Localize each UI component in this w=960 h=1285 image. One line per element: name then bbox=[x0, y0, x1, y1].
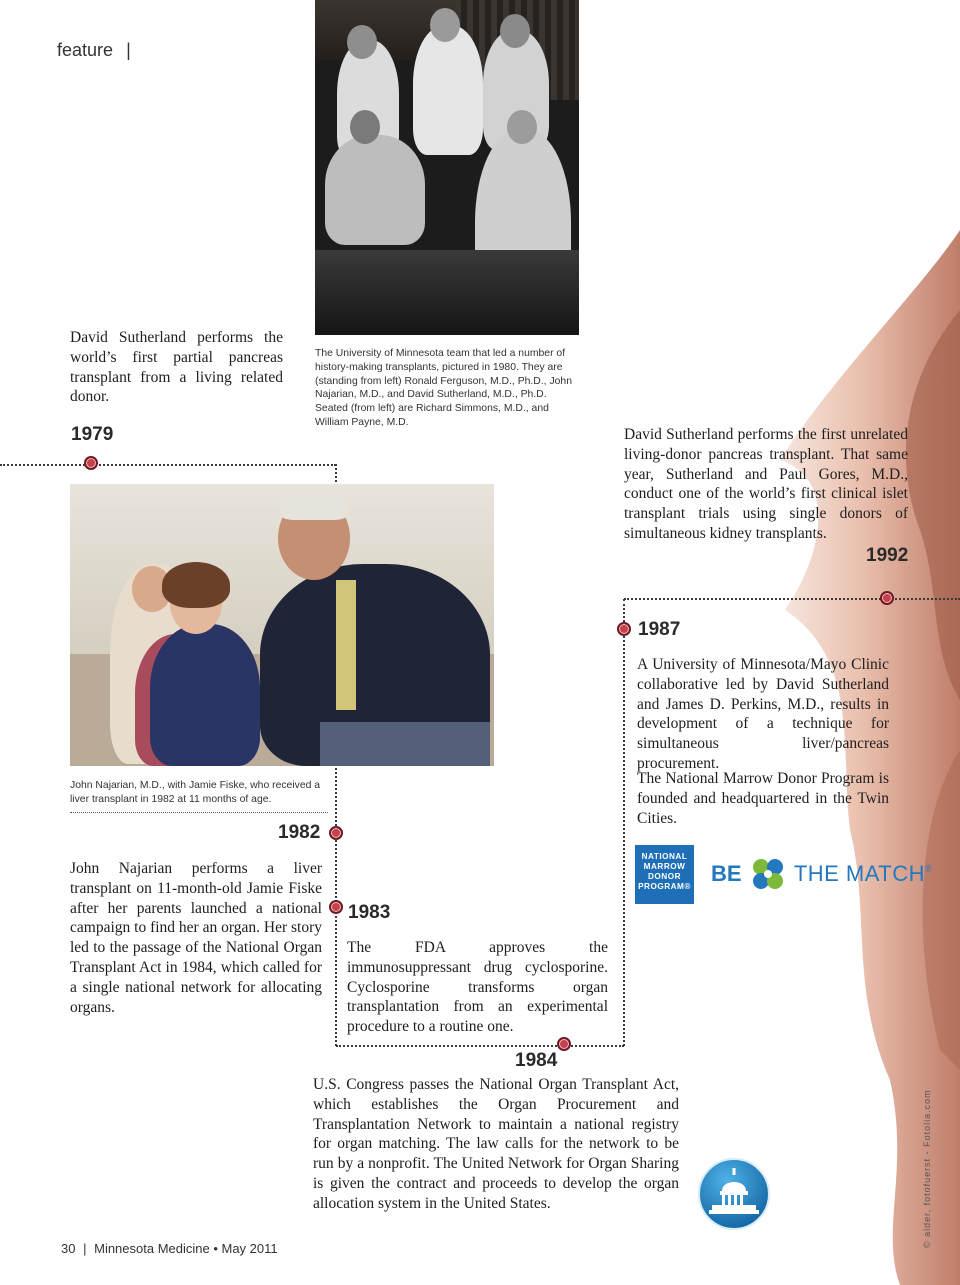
najarian-fiske-photo bbox=[70, 484, 494, 766]
timeline-dot-1987 bbox=[617, 622, 631, 636]
year-1984: 1984 bbox=[515, 1050, 558, 1071]
capitol-building-icon bbox=[697, 1157, 771, 1231]
team-photo-1980 bbox=[315, 0, 579, 335]
year-1982: 1982 bbox=[278, 822, 321, 843]
nmdp-word-4: PROGRAM® bbox=[638, 882, 691, 891]
timeline-line-1992 bbox=[624, 598, 960, 600]
nmdp-logo bbox=[635, 845, 694, 904]
page-footer bbox=[61, 1241, 278, 1256]
event-1992-text: David Sutherland performs the first unrelated living-donor pancreas transplant. That same year, Sutherland and Paul Gores, M.D., conduct one of the world’s first clinical islet transplant trials using single donors of simultaneous kidney transplants. bbox=[624, 426, 908, 542]
section-header bbox=[57, 40, 131, 61]
section-label: feature bbox=[57, 40, 114, 60]
year-1983: 1983 bbox=[348, 902, 391, 923]
event-1982-text: John Najarian performs a liver transplant on 11-month-old Jamie Fiske after her parents launched a national campaign to find her an organ. Her story led to the passage of the National Organ Transplant Act in 1984, which called for a single national network for allocating organs. bbox=[70, 860, 322, 1016]
be-the-match-clover-icon bbox=[750, 856, 786, 892]
timeline-dot-1984 bbox=[557, 1037, 571, 1051]
header-separator: | bbox=[126, 40, 131, 60]
event-1984-text: U.S. Congress passes the National Organ Transplant Act, which establishes the Organ Procurement and Transplantation Network to maintain a national registry for organ matching. The law calls for the network to be run by a nonprofit. The United Network for Organ Sharing is given the contract and proceeds to develop the organ allocation system in the United States. bbox=[313, 1076, 679, 1212]
year-1987: 1987 bbox=[638, 619, 681, 640]
event-1987-text-a: A University of Minnesota/Mayo Clinic collaborative led by David Sutherland and James D. Perkins, M.D., results in development of a technique for simultaneous liver/pancreas procurement. bbox=[637, 656, 889, 772]
publication-name: Minnesota Medicine • May 2011 bbox=[94, 1241, 278, 1256]
photo-credit: © alder, fotofuerst - Fotolia.com bbox=[922, 1089, 932, 1248]
timeline-dot-1992 bbox=[880, 591, 894, 605]
nmdp-word-1: NATIONAL bbox=[641, 852, 688, 861]
year-1992: 1992 bbox=[866, 545, 909, 566]
be-the-match-logo bbox=[711, 856, 932, 892]
timeline-dot-1983 bbox=[329, 900, 343, 914]
nmdp-word-3: DONOR bbox=[648, 872, 681, 881]
event-1987-text-b: The National Marrow Donor Program is founded and headquartered in the Twin Cities. bbox=[637, 770, 889, 827]
timeline-line-1984 bbox=[336, 1045, 624, 1047]
nmdp-word-2: MARROW bbox=[643, 862, 686, 871]
footer-separator: | bbox=[83, 1241, 87, 1256]
timeline-line-1979 bbox=[0, 464, 336, 466]
team-photo-caption: The University of Minnesota team that led a number of history-making transplants, pictured in 1980. They are (standing from left) Ronald Ferguson, M.D., Ph.D., John Najarian, M.D., and David Sutherland, M.D., Ph.D. Seated (from left) are Richard Simmons, M.D., and William Payne, M.D. bbox=[315, 348, 572, 428]
year-1979: 1979 bbox=[71, 424, 114, 445]
be-the-match-reg: ® bbox=[925, 863, 932, 874]
event-1983-text: The FDA approves the immunosuppressant drug cyclosporine. Cyclosporine transforms organ transplantation from an experimental procedure to a routine one. bbox=[347, 939, 608, 1036]
timeline-dot-1979 bbox=[84, 456, 98, 470]
be-the-match-rest: THE MATCH bbox=[793, 861, 926, 886]
be-the-match-be: BE bbox=[711, 861, 742, 886]
page-number: 30 bbox=[61, 1241, 76, 1256]
timeline-vline-right bbox=[623, 599, 625, 1046]
event-1979-text: David Sutherland performs the world’s first partial pancreas transplant from a living related donor. bbox=[70, 329, 283, 406]
caption-rule bbox=[70, 812, 328, 813]
timeline-dot-1982 bbox=[329, 826, 343, 840]
fiske-photo-caption: John Najarian, M.D., with Jamie Fiske, who received a liver transplant in 1982 at 11 months of age. bbox=[70, 780, 321, 805]
